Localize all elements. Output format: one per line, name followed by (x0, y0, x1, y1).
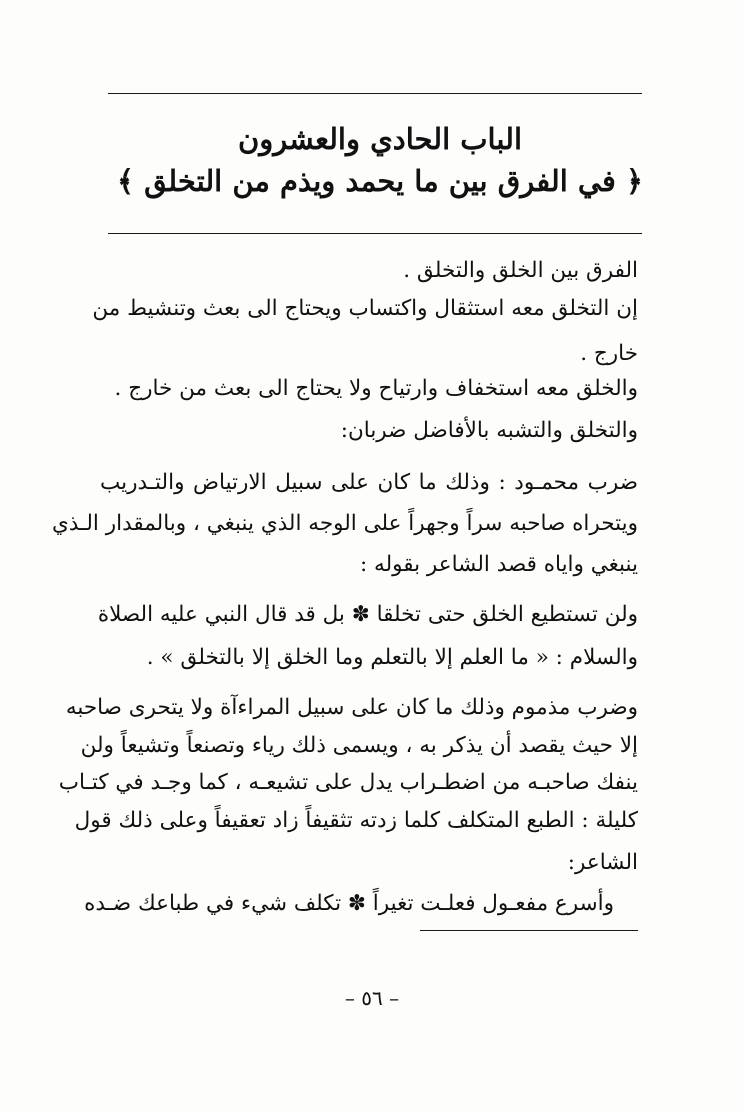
verse-underline (420, 930, 638, 931)
chapter-subtitle: ﴿ في الفرق بين ما يحمد ويذم من التخلق ﴾ (116, 164, 643, 198)
body-line: إن التخلق معه استثقال واكتساب ويحتاج الى بعث وتنشيط من (92, 296, 638, 321)
body-line: ضرب محمـود : وذلك ما كان على سبيل الارتياض والتـدريب (100, 470, 638, 495)
body-line: ينبغي واياه قصد الشاعر بقوله : (359, 552, 638, 577)
top-rule (108, 93, 642, 94)
page-number: – ٥٦ – (344, 986, 400, 1010)
body-line: كليلة : الطبع المتكلف كلما زدته تثقيفاً زاد تعقيفاً وعلى ذلك قول (74, 808, 638, 833)
chapter-title: الباب الحادي والعشرون (237, 122, 523, 156)
body-line: ينفك صاحبـه من اضطـراب يدل على تشيعـه ، كما وجـد في كتـاب (58, 770, 638, 795)
body-line: ويتحراه صاحبه سراً وجهراً على الوجه الذي ينبغي ، وبالمقدار الـذي (51, 511, 638, 536)
body-line: والسلام : « ما العلم إلا بالتعلم وما الخلق إلا بالتخلق » . (146, 645, 638, 670)
body-line: وضرب مذموم وذلك ما كان على سبيل المراءآة ولا يتحرى صاحبه (65, 695, 638, 720)
verse-line: وأسرع مفعـول فعلـت تغيراً ✽ تكلف شيء في طباعك ضـده (84, 891, 614, 916)
body-line: الشاعر: (567, 850, 638, 875)
body-line: خارج . (580, 341, 638, 366)
body-line: والتخلق والتشبه بالأفاضل ضربان: (340, 418, 638, 443)
body-line: إلا حيث يقصد أن يذكر به ، ويسمى ذلك رياء وتصنعاً وتشيعاً ولن (80, 733, 638, 758)
verse-line: ولن تستطيع الخلق حتى تخلقا ✽ بل قد قال النبي عليه الصلاة (97, 602, 638, 627)
heading-rule (108, 233, 642, 234)
body-line: الفرق بين الخلق والتخلق . (403, 258, 638, 283)
body-line: والخلق معه استخفاف وارتياح ولا يحتاج الى بعث من خارج . (114, 376, 638, 401)
